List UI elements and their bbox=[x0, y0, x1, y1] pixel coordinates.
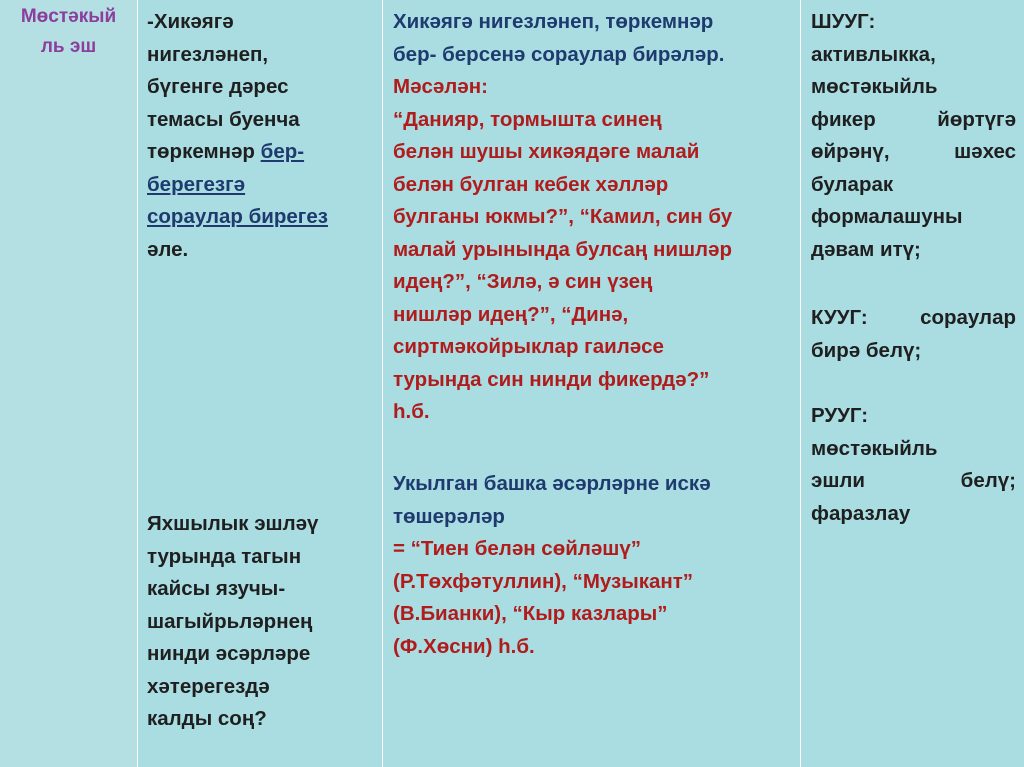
question-text: Яхшылык эшләү турында тагын кайсы язучы- шагыйрьләрнең нинди әсәрләре хәтерегездә калды соң? bbox=[147, 512, 319, 730]
kuug-text: КУУГ: сораулар бирә белү; bbox=[811, 306, 1016, 362]
activity-text: Хикәягә нигезләнеп, төркемнәр бер- берсенә сораулар бирәләр. Мәсәлән: “Данияр, тормышта синең белән шушы хикәядәге малай белән булган кебек хәлләр булганы юкмы?”, “Камил, син бу малай урынында булсаң нишләр идең?”, “Зилә, ә син үзең нишләр идең?”, “Динә, сиртмәкойрыклар гаиләсе турында син нинди фикердә?” һ.б. bbox=[393, 10, 733, 423]
works-text: Укылган башка әсәрләрне искә төшерәләр = “Тиен белән сөйләшү” (Р.Төхфәтуллин), “Музыкант” (В.Бианки), “Кыр казлары” (Ф.Хөсни) һ.б. bbox=[393, 472, 711, 658]
column-learning-skills bbox=[801, 0, 1024, 767]
column-student-activity bbox=[383, 0, 801, 767]
shuug-text: ШУУГ: активлыкка, мөстәкыйль фикер йөртүгә өйрәнү, шәхес буларак формалашуны дәвам итү; bbox=[811, 10, 1016, 261]
task-text: -Хикәягә нигезләнеп, бүгенге дәрес темасы буенча төркемнәр бер- берегезгә сораулар бирегез әле. bbox=[147, 10, 328, 261]
column-teacher-task bbox=[138, 0, 383, 767]
column-independent-work bbox=[0, 0, 138, 767]
column-heading: Мөстәкый ль эш bbox=[20, 6, 117, 57]
ruug-text: РУУГ: мөстәкыйль эшли белү; фаразлау bbox=[811, 404, 1016, 525]
